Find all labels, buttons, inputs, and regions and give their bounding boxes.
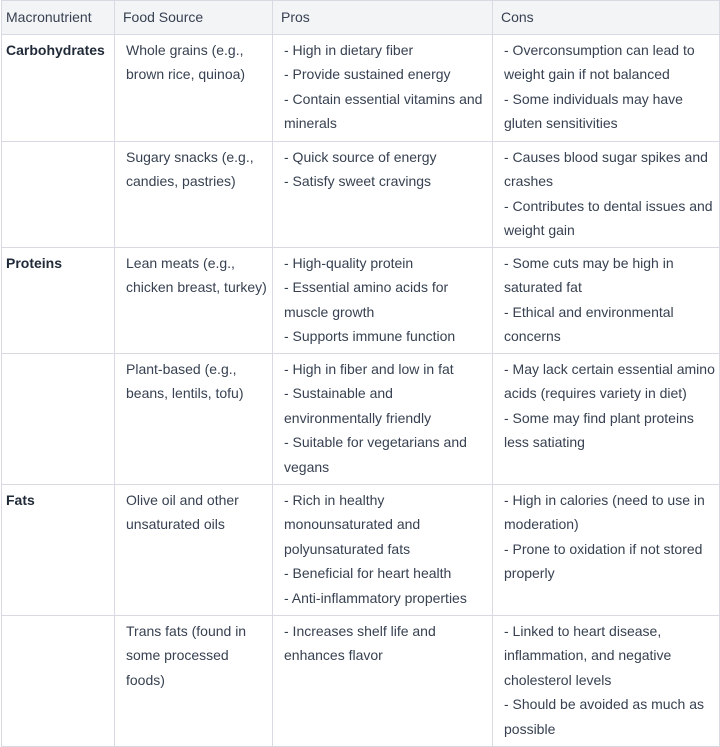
pros-item: - High in fiber and low in fat <box>284 360 454 377</box>
cons-item: - Overconsumption can lead to weight gain if not balanced <box>504 41 695 82</box>
pros-item: - Contain essential vitamins and minerals <box>284 90 483 131</box>
table-row <box>2 141 720 247</box>
cons-cell <box>493 247 720 353</box>
table-row <box>2 353 720 484</box>
cons-item: - Prone to oxidation if not stored properly <box>504 540 703 581</box>
macronutrient-cell <box>2 353 115 484</box>
pros-item: - Satisfy sweet cravings <box>284 173 432 189</box>
macronutrient-cell <box>2 615 115 746</box>
header-row <box>2 1 720 35</box>
pros-item: - Suitable for vegetarians and vegans <box>284 434 467 475</box>
cons-cell <box>493 141 720 247</box>
cons-cell <box>493 353 720 484</box>
food-source-cell: Plant-based (e.g., beans, lentils, tofu) <box>115 353 273 484</box>
cons-cell <box>493 34 720 141</box>
table-row <box>2 484 720 615</box>
pros-item: - Rich in healthy monounsaturated and polyunsaturated fats <box>284 491 421 557</box>
pros-item: - Quick source of energy <box>284 148 437 165</box>
pros-cell <box>273 247 493 353</box>
header-macronutrient: Macronutrient <box>2 1 115 35</box>
table-row <box>2 615 720 746</box>
pros-item: - High-quality protein <box>284 254 414 271</box>
cons-item: - Some individuals may have gluten sensitivities <box>504 90 683 131</box>
pros-item: - Beneficial for heart health <box>284 565 452 581</box>
table-row <box>2 34 720 141</box>
cons-item: - Causes blood sugar spikes and crashes <box>504 148 708 189</box>
macronutrient-table <box>1 0 720 747</box>
macronutrient-cell <box>2 141 115 247</box>
header-cons: Cons <box>493 1 720 35</box>
pros-cell <box>273 484 493 615</box>
cons-cell <box>493 615 720 746</box>
pros-item: - Provide sustained energy <box>284 66 451 82</box>
cons-item: - Linked to heart disease, inflammation, and negative cholesterol levels <box>504 622 672 688</box>
food-source-cell: Olive oil and other unsaturated oils <box>115 484 273 615</box>
pros-item: - Anti-inflammatory properties <box>284 589 467 606</box>
food-source-cell: Whole grains (e.g., brown rice, quinoa) <box>115 34 273 141</box>
cons-item: - Some cuts may be high in saturated fat <box>504 254 674 295</box>
cons-item: - Some may find plant proteins less satiating <box>504 409 694 450</box>
food-source-cell: Lean meats (e.g., chicken breast, turkey) <box>115 247 273 353</box>
cons-item: - May lack certain essential amino acids (requires variety in diet) <box>504 360 715 401</box>
pros-item: - Essential amino acids for muscle growth <box>284 279 449 320</box>
pros-cell <box>273 353 493 484</box>
pros-item: - Increases shelf life and enhances flavor <box>284 622 436 663</box>
macronutrient-cell: Proteins <box>2 247 115 353</box>
table-row <box>2 247 720 353</box>
cons-item: - High in calories (need to use in moderation) <box>504 491 705 532</box>
pros-item: - Sustainable and environmentally friendly <box>284 385 432 426</box>
food-source-cell: Trans fats (found in some processed foods) <box>115 615 273 746</box>
pros-cell <box>273 615 493 746</box>
pros-item: - Supports immune function <box>284 328 456 344</box>
cons-item: - Contributes to dental issues and weight gain <box>504 197 713 238</box>
cons-item: - Should be avoided as much as possible <box>504 696 705 737</box>
pros-item: - High in dietary fiber <box>284 41 414 58</box>
macronutrient-cell: Carbohydrates <box>2 34 115 141</box>
cons-cell <box>493 484 720 615</box>
macronutrient-cell: Fats <box>2 484 115 615</box>
header-pros: Pros <box>273 1 493 35</box>
header-food-source: Food Source <box>115 1 273 35</box>
pros-cell <box>273 34 493 141</box>
food-source-cell: Sugary snacks (e.g., candies, pastries) <box>115 141 273 247</box>
cons-item: - Ethical and environmental concerns <box>504 303 674 344</box>
pros-cell <box>273 141 493 247</box>
